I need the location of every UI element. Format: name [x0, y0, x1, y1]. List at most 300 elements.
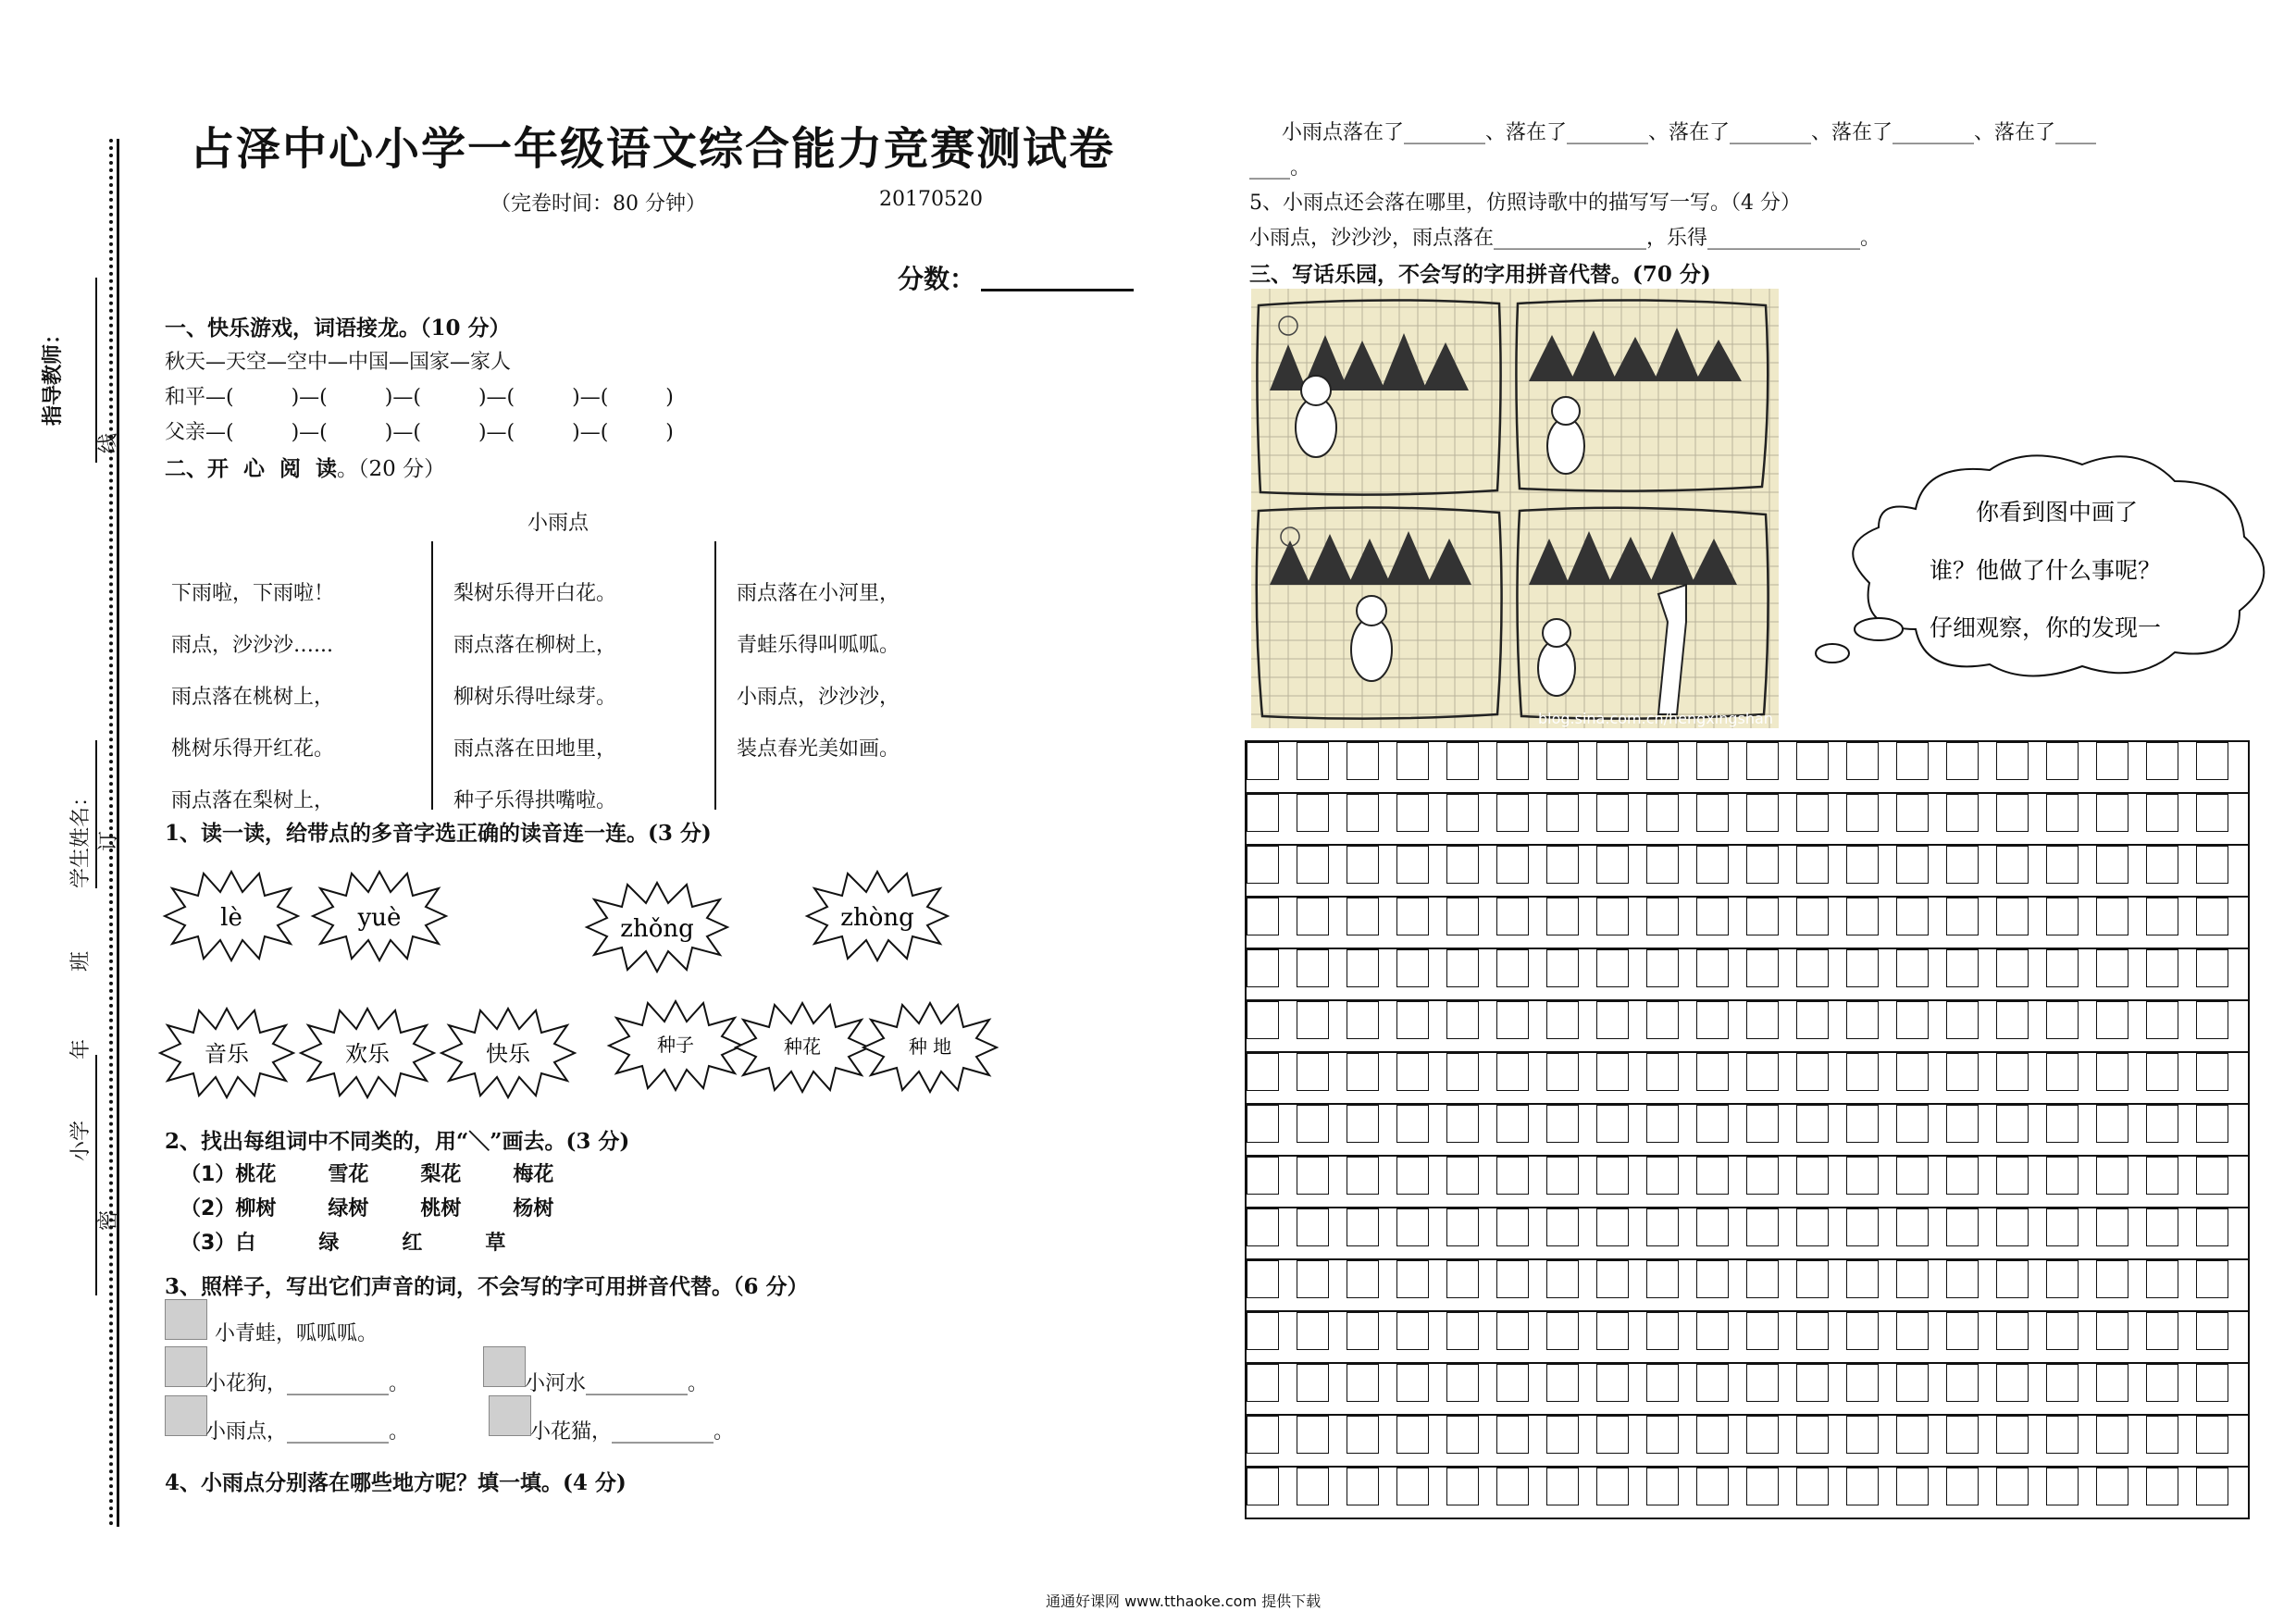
grid-cell[interactable]	[2046, 1053, 2079, 1091]
grid-cell[interactable]	[2096, 1364, 2128, 1402]
grid-cell[interactable]	[1347, 1208, 1379, 1246]
writing-grid[interactable]	[1245, 740, 2250, 1519]
grid-cell[interactable]	[1896, 1053, 1929, 1091]
grid-cell[interactable]	[1396, 794, 1429, 832]
grid-cell[interactable]	[1446, 846, 1479, 884]
grid-cell[interactable]	[1596, 742, 1629, 780]
grid-cell[interactable]	[2096, 1312, 2128, 1350]
grid-cell[interactable]	[1646, 949, 1679, 987]
grid-cell[interactable]	[1247, 794, 1279, 832]
grid-cell[interactable]	[1247, 1312, 1279, 1350]
grid-cell[interactable]	[1596, 1001, 1629, 1039]
grid-cell[interactable]	[1496, 1157, 1529, 1195]
burst-zhongdi[interactable]	[863, 1003, 997, 1092]
grid-cell[interactable]	[2196, 1364, 2228, 1402]
grid-cell[interactable]	[2046, 846, 2079, 884]
grid-cell[interactable]	[2046, 1312, 2079, 1350]
grid-cell[interactable]	[1446, 949, 1479, 987]
grid-cell[interactable]	[2046, 1001, 2079, 1039]
grid-cell[interactable]	[1347, 1157, 1379, 1195]
grid-cell[interactable]	[1796, 1105, 1829, 1143]
grid-cell[interactable]	[1446, 1312, 1479, 1350]
grid-cell[interactable]	[2096, 1157, 2128, 1195]
grid-cell[interactable]	[1946, 1312, 1979, 1350]
burst-zhong4[interactable]	[807, 872, 948, 960]
grid-cell[interactable]	[1846, 1364, 1879, 1402]
q3-river[interactable]: 小河水__________。	[525, 1372, 709, 1395]
grid-cell[interactable]	[1946, 1468, 1979, 1505]
grid-cell[interactable]	[2196, 898, 2228, 935]
grid-cell[interactable]	[1946, 898, 1979, 935]
grid-cell[interactable]	[1946, 742, 1979, 780]
grid-cell[interactable]	[1746, 949, 1779, 987]
grid-cell[interactable]	[1696, 898, 1729, 935]
grid-cell[interactable]	[1696, 846, 1729, 884]
grid-cell[interactable]	[1496, 949, 1529, 987]
burst-yue[interactable]	[313, 872, 446, 960]
grid-cell[interactable]	[1696, 1157, 1729, 1195]
grid-cell[interactable]	[1496, 1416, 1529, 1454]
grid-cell[interactable]	[1796, 1468, 1829, 1505]
burst-zhong3[interactable]	[587, 883, 727, 972]
grid-cell[interactable]	[2096, 846, 2128, 884]
grid-cell[interactable]	[1996, 794, 2029, 832]
grid-cell[interactable]	[1846, 1208, 1879, 1246]
grid-cell[interactable]	[1297, 1157, 1329, 1195]
grid-cell[interactable]	[1247, 1157, 1279, 1195]
grid-cell[interactable]	[1896, 846, 1929, 884]
grid-cell[interactable]	[2046, 1157, 2079, 1195]
grid-cell[interactable]	[2046, 1416, 2079, 1454]
grid-cell[interactable]	[2046, 1208, 2079, 1246]
grid-cell[interactable]	[1596, 1468, 1629, 1505]
grid-cell[interactable]	[1846, 742, 1879, 780]
grid-cell[interactable]	[1496, 1105, 1529, 1143]
grid-cell[interactable]	[1846, 898, 1879, 935]
q4-answer-line[interactable]: 小雨点落在了________、落在了________、落在了________、落在了________、落在了____	[1282, 121, 2097, 144]
grid-cell[interactable]	[1446, 898, 1479, 935]
grid-cell[interactable]	[2196, 1208, 2228, 1246]
grid-cell[interactable]	[1796, 1053, 1829, 1091]
grid-cell[interactable]	[1596, 898, 1629, 935]
grid-cell[interactable]	[1297, 1468, 1329, 1505]
grid-cell[interactable]	[1596, 1208, 1629, 1246]
grid-cell[interactable]	[1347, 1468, 1379, 1505]
grid-cell[interactable]	[1796, 1312, 1829, 1350]
grid-cell[interactable]	[1247, 846, 1279, 884]
grid-cell[interactable]	[1746, 898, 1779, 935]
grid-cell[interactable]	[2096, 1416, 2128, 1454]
grid-cell[interactable]	[1396, 1001, 1429, 1039]
grid-cell[interactable]	[1546, 898, 1579, 935]
grid-cell[interactable]	[1297, 1105, 1329, 1143]
grid-cell[interactable]	[1996, 949, 2029, 987]
grid-cell[interactable]	[2146, 742, 2178, 780]
grid-cell[interactable]	[1496, 1260, 1529, 1298]
grid-cell[interactable]	[1896, 1312, 1929, 1350]
grid-cell[interactable]	[1546, 1468, 1579, 1505]
grid-cell[interactable]	[2196, 949, 2228, 987]
grid-cell[interactable]	[2146, 1208, 2178, 1246]
grid-cell[interactable]	[1546, 1312, 1579, 1350]
q2-word[interactable]: 绿树	[328, 1197, 369, 1220]
grid-cell[interactable]	[1796, 1001, 1829, 1039]
grid-cell[interactable]	[1496, 1001, 1529, 1039]
grid-cell[interactable]	[1796, 742, 1829, 780]
grid-cell[interactable]	[1796, 949, 1829, 987]
grid-cell[interactable]	[1546, 1416, 1579, 1454]
grid-cell[interactable]	[1546, 742, 1579, 780]
grid-cell[interactable]	[1896, 1364, 1929, 1402]
grid-cell[interactable]	[1896, 742, 1929, 780]
grid-cell[interactable]	[1696, 1105, 1729, 1143]
grid-cell[interactable]	[1247, 1208, 1279, 1246]
grid-cell[interactable]	[2196, 1105, 2228, 1143]
grid-cell[interactable]	[1846, 1053, 1879, 1091]
grid-cell[interactable]	[1746, 1157, 1779, 1195]
grid-cell[interactable]	[1297, 1260, 1329, 1298]
grid-cell[interactable]	[1896, 898, 1929, 935]
q2-word[interactable]: 梨花	[420, 1163, 462, 1186]
grid-cell[interactable]	[2146, 1312, 2178, 1350]
burst-zhonghua[interactable]	[736, 1003, 869, 1092]
grid-cell[interactable]	[1297, 898, 1329, 935]
grid-cell[interactable]	[2046, 1260, 2079, 1298]
grid-cell[interactable]	[1996, 898, 2029, 935]
grid-cell[interactable]	[1596, 949, 1629, 987]
grid-cell[interactable]	[2046, 949, 2079, 987]
grid-cell[interactable]	[1396, 898, 1429, 935]
grid-cell[interactable]	[2196, 794, 2228, 832]
grid-cell[interactable]	[2096, 1053, 2128, 1091]
grid-cell[interactable]	[1297, 1053, 1329, 1091]
grid-cell[interactable]	[1996, 1468, 2029, 1505]
chain-row-1[interactable]: 和平—( )—( )—( )—( )—( )	[165, 386, 674, 409]
grid-cell[interactable]	[1546, 1208, 1579, 1246]
q2-word[interactable]: 绿	[318, 1232, 340, 1255]
grid-cell[interactable]	[2046, 1105, 2079, 1143]
grid-cell[interactable]	[2146, 1260, 2178, 1298]
grid-cell[interactable]	[1347, 949, 1379, 987]
grid-cell[interactable]	[2196, 1416, 2228, 1454]
grid-cell[interactable]	[1596, 1416, 1629, 1454]
score-blank[interactable]	[981, 289, 1134, 291]
grid-cell[interactable]	[1596, 1260, 1629, 1298]
grid-cell[interactable]	[2046, 1364, 2079, 1402]
grid-cell[interactable]	[1746, 1468, 1779, 1505]
grid-cell[interactable]	[1846, 1312, 1879, 1350]
grid-cell[interactable]	[2146, 949, 2178, 987]
grid-cell[interactable]	[1846, 1105, 1879, 1143]
grid-cell[interactable]	[1596, 1157, 1629, 1195]
grid-cell[interactable]	[1896, 1260, 1929, 1298]
grid-cell[interactable]	[1297, 1312, 1329, 1350]
grid-cell[interactable]	[1846, 1001, 1879, 1039]
grid-cell[interactable]	[1546, 1001, 1579, 1039]
grid-cell[interactable]	[1396, 1468, 1429, 1505]
grid-cell[interactable]	[2146, 898, 2178, 935]
grid-cell[interactable]	[1696, 949, 1729, 987]
grid-cell[interactable]	[1596, 1312, 1629, 1350]
grid-cell[interactable]	[1496, 1468, 1529, 1505]
grid-cell[interactable]	[1746, 1053, 1779, 1091]
grid-cell[interactable]	[1796, 1364, 1829, 1402]
grid-cell[interactable]	[1746, 794, 1779, 832]
burst-kuaile[interactable]	[441, 1009, 575, 1097]
grid-cell[interactable]	[1446, 1105, 1479, 1143]
grid-cell[interactable]	[1247, 898, 1279, 935]
grid-cell[interactable]	[2096, 1468, 2128, 1505]
grid-cell[interactable]	[1696, 1468, 1729, 1505]
grid-cell[interactable]	[1946, 1157, 1979, 1195]
grid-cell[interactable]	[1696, 1001, 1729, 1039]
grid-cell[interactable]	[1396, 1260, 1429, 1298]
q2-word[interactable]: 红	[402, 1232, 423, 1255]
grid-cell[interactable]	[1996, 1416, 2029, 1454]
grid-cell[interactable]	[1247, 742, 1279, 780]
grid-cell[interactable]	[1446, 742, 1479, 780]
grid-cell[interactable]	[1596, 1364, 1629, 1402]
grid-cell[interactable]	[1446, 1364, 1479, 1402]
grid-cell[interactable]	[1996, 1260, 2029, 1298]
grid-cell[interactable]	[2196, 1157, 2228, 1195]
grid-cell[interactable]	[2196, 846, 2228, 884]
grid-cell[interactable]	[1746, 742, 1779, 780]
q2-word[interactable]: 杨树	[513, 1197, 554, 1220]
grid-cell[interactable]	[1347, 898, 1379, 935]
grid-cell[interactable]	[2096, 1105, 2128, 1143]
grid-cell[interactable]	[1796, 1416, 1829, 1454]
grid-cell[interactable]	[1746, 1001, 1779, 1039]
grid-cell[interactable]	[1696, 742, 1729, 780]
grid-cell[interactable]	[1596, 846, 1629, 884]
grid-cell[interactable]	[1796, 1208, 1829, 1246]
grid-cell[interactable]	[1896, 1208, 1929, 1246]
grid-cell[interactable]	[1646, 742, 1679, 780]
grid-cell[interactable]	[1696, 794, 1729, 832]
grid-cell[interactable]	[1396, 1053, 1429, 1091]
grid-cell[interactable]	[1297, 1208, 1329, 1246]
grid-cell[interactable]	[1496, 846, 1529, 884]
q2-word[interactable]: 草	[485, 1232, 506, 1255]
grid-cell[interactable]	[1896, 1105, 1929, 1143]
grid-cell[interactable]	[1946, 949, 1979, 987]
grid-cell[interactable]	[1496, 1053, 1529, 1091]
q2-word[interactable]: 雪花	[328, 1163, 369, 1186]
grid-cell[interactable]	[1347, 1053, 1379, 1091]
q3-cat[interactable]: 小花猫，__________。	[530, 1420, 735, 1443]
grid-cell[interactable]	[1546, 1157, 1579, 1195]
q2-word[interactable]: 桃树	[420, 1197, 462, 1220]
grid-cell[interactable]	[1646, 794, 1679, 832]
grid-cell[interactable]	[1247, 1468, 1279, 1505]
grid-cell[interactable]	[1846, 1416, 1879, 1454]
grid-cell[interactable]	[1946, 1053, 1979, 1091]
grid-cell[interactable]	[1646, 1468, 1679, 1505]
grid-cell[interactable]	[2196, 1001, 2228, 1039]
grid-cell[interactable]	[1946, 1416, 1979, 1454]
grid-cell[interactable]	[1446, 1260, 1479, 1298]
grid-cell[interactable]	[1546, 1364, 1579, 1402]
grid-cell[interactable]	[1946, 1364, 1979, 1402]
grid-cell[interactable]	[1546, 846, 1579, 884]
grid-cell[interactable]	[1696, 1416, 1729, 1454]
grid-cell[interactable]	[1896, 1416, 1929, 1454]
grid-cell[interactable]	[1846, 1157, 1879, 1195]
grid-cell[interactable]	[1297, 1364, 1329, 1402]
grid-cell[interactable]	[1996, 1208, 2029, 1246]
grid-cell[interactable]	[1396, 1157, 1429, 1195]
grid-cell[interactable]	[2096, 949, 2128, 987]
grid-cell[interactable]	[2146, 1364, 2178, 1402]
grid-cell[interactable]	[1796, 1157, 1829, 1195]
grid-cell[interactable]	[1646, 1053, 1679, 1091]
grid-cell[interactable]	[1746, 846, 1779, 884]
grid-cell[interactable]	[2146, 1053, 2178, 1091]
grid-cell[interactable]	[1896, 1468, 1929, 1505]
grid-cell[interactable]	[1846, 794, 1879, 832]
q2-word[interactable]: 白	[235, 1232, 256, 1255]
grid-cell[interactable]	[1496, 742, 1529, 780]
grid-cell[interactable]	[1247, 1053, 1279, 1091]
grid-cell[interactable]	[1746, 1364, 1779, 1402]
grid-cell[interactable]	[1996, 1364, 2029, 1402]
grid-cell[interactable]	[2196, 1468, 2228, 1505]
grid-cell[interactable]	[2196, 1260, 2228, 1298]
grid-cell[interactable]	[1396, 742, 1429, 780]
q5-answer[interactable]: 小雨点，沙沙沙，雨点落在_______________，乐得_______________。	[1249, 227, 1881, 250]
grid-cell[interactable]	[1247, 1105, 1279, 1143]
grid-cell[interactable]	[1297, 794, 1329, 832]
grid-cell[interactable]	[1446, 1053, 1479, 1091]
grid-cell[interactable]	[1546, 949, 1579, 987]
grid-cell[interactable]	[2146, 1105, 2178, 1143]
grid-cell[interactable]	[2146, 1157, 2178, 1195]
grid-cell[interactable]	[2146, 794, 2178, 832]
grid-cell[interactable]	[1796, 794, 1829, 832]
grid-cell[interactable]	[1946, 1208, 1979, 1246]
grid-cell[interactable]	[1446, 1416, 1479, 1454]
grid-cell[interactable]	[1347, 1312, 1379, 1350]
grid-cell[interactable]	[1896, 1001, 1929, 1039]
grid-cell[interactable]	[1247, 1416, 1279, 1454]
grid-cell[interactable]	[1297, 949, 1329, 987]
grid-cell[interactable]	[2146, 1001, 2178, 1039]
grid-cell[interactable]	[2046, 898, 2079, 935]
grid-cell[interactable]	[1347, 1105, 1379, 1143]
grid-cell[interactable]	[1646, 1157, 1679, 1195]
grid-cell[interactable]	[1896, 794, 1929, 832]
grid-cell[interactable]	[1946, 794, 1979, 832]
grid-cell[interactable]	[1546, 1105, 1579, 1143]
grid-cell[interactable]	[1646, 846, 1679, 884]
grid-cell[interactable]	[1446, 794, 1479, 832]
grid-cell[interactable]	[2096, 1260, 2128, 1298]
grid-cell[interactable]	[2196, 1312, 2228, 1350]
grid-cell[interactable]	[1746, 1312, 1779, 1350]
grid-cell[interactable]	[1396, 1416, 1429, 1454]
grid-cell[interactable]	[1396, 846, 1429, 884]
grid-cell[interactable]	[1746, 1105, 1779, 1143]
grid-cell[interactable]	[1746, 1260, 1779, 1298]
grid-cell[interactable]	[1696, 1208, 1729, 1246]
grid-cell[interactable]	[1297, 1416, 1329, 1454]
grid-cell[interactable]	[1646, 1416, 1679, 1454]
grid-cell[interactable]	[1446, 1208, 1479, 1246]
grid-cell[interactable]	[1247, 949, 1279, 987]
grid-cell[interactable]	[1396, 1364, 1429, 1402]
grid-cell[interactable]	[1746, 1416, 1779, 1454]
grid-cell[interactable]	[1546, 1260, 1579, 1298]
grid-cell[interactable]	[1646, 898, 1679, 935]
grid-cell[interactable]	[1446, 1468, 1479, 1505]
grid-cell[interactable]	[1696, 1053, 1729, 1091]
q3-rain[interactable]: 小雨点，__________。	[205, 1420, 410, 1443]
grid-cell[interactable]	[1746, 1208, 1779, 1246]
grid-cell[interactable]	[1347, 794, 1379, 832]
grid-cell[interactable]	[1846, 1260, 1879, 1298]
burst-huanle[interactable]	[301, 1009, 434, 1097]
grid-cell[interactable]	[2046, 1468, 2079, 1505]
grid-cell[interactable]	[2146, 1468, 2178, 1505]
grid-cell[interactable]	[1596, 1053, 1629, 1091]
grid-cell[interactable]	[1347, 1364, 1379, 1402]
grid-cell[interactable]	[1396, 1105, 1429, 1143]
grid-cell[interactable]	[1646, 1260, 1679, 1298]
chain-row-2[interactable]: 父亲—( )—( )—( )—( )—( )	[165, 421, 674, 444]
grid-cell[interactable]	[2096, 898, 2128, 935]
grid-cell[interactable]	[1696, 1260, 1729, 1298]
grid-cell[interactable]	[1946, 1260, 1979, 1298]
grid-cell[interactable]	[1297, 846, 1329, 884]
grid-cell[interactable]	[1297, 1001, 1329, 1039]
grid-cell[interactable]	[1646, 1001, 1679, 1039]
grid-cell[interactable]	[1446, 1001, 1479, 1039]
grid-cell[interactable]	[1796, 898, 1829, 935]
grid-cell[interactable]	[2196, 742, 2228, 780]
grid-cell[interactable]	[1496, 1312, 1529, 1350]
burst-zhongzi[interactable]	[609, 1001, 742, 1090]
grid-cell[interactable]	[1846, 1468, 1879, 1505]
grid-cell[interactable]	[1596, 794, 1629, 832]
grid-cell[interactable]	[1546, 794, 1579, 832]
grid-cell[interactable]	[1996, 846, 2029, 884]
burst-le[interactable]	[165, 872, 298, 960]
grid-cell[interactable]	[1846, 846, 1879, 884]
grid-cell[interactable]	[1696, 1364, 1729, 1402]
grid-cell[interactable]	[1646, 1364, 1679, 1402]
q2-word[interactable]: 桃花	[235, 1163, 277, 1186]
grid-cell[interactable]	[1996, 1053, 2029, 1091]
grid-cell[interactable]	[1247, 1001, 1279, 1039]
grid-cell[interactable]	[1996, 742, 2029, 780]
grid-cell[interactable]	[1496, 794, 1529, 832]
grid-cell[interactable]	[1396, 949, 1429, 987]
grid-cell[interactable]	[1946, 1105, 1979, 1143]
grid-cell[interactable]	[1347, 1416, 1379, 1454]
grid-cell[interactable]	[2146, 1416, 2178, 1454]
q2-word[interactable]: 柳树	[235, 1197, 277, 1220]
grid-cell[interactable]	[1347, 1001, 1379, 1039]
grid-cell[interactable]	[1646, 1208, 1679, 1246]
grid-cell[interactable]	[1596, 1105, 1629, 1143]
grid-cell[interactable]	[1247, 1260, 1279, 1298]
grid-cell[interactable]	[1646, 1312, 1679, 1350]
grid-cell[interactable]	[1496, 1208, 1529, 1246]
grid-cell[interactable]	[2196, 1053, 2228, 1091]
grid-cell[interactable]	[2146, 846, 2178, 884]
grid-cell[interactable]	[1796, 846, 1829, 884]
